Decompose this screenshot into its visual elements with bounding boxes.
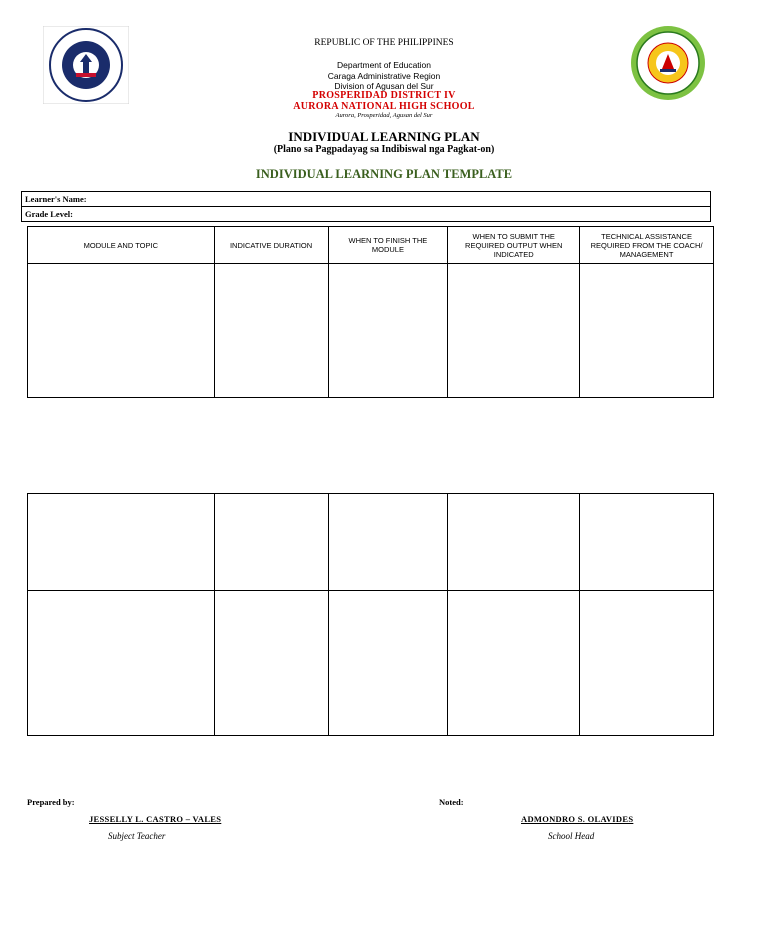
table-cell[interactable]: [580, 591, 714, 736]
prepared-by-name: JESSELLY L. CASTRO – VALES: [89, 814, 222, 824]
document-subtitle: (Plano sa Pagpadayag sa Indibiswal nga Pagkat-on): [273, 144, 495, 155]
noted-by-name: ADMONDRO S. OLAVIDES: [521, 814, 634, 824]
table-row: [28, 494, 714, 591]
document-title: INDIVIDUAL LEARNING PLAN: [288, 129, 480, 144]
division-line: Division of Agusan del Sur: [334, 81, 434, 91]
school-name: AURORA NATIONAL HIGH SCHOOL: [293, 101, 475, 112]
region-line: Caraga Administrative Region: [327, 71, 441, 81]
header-technical-assistance: TECHNICAL ASSISTANCE REQUIRED FROM THE COACH/ MANAGEMENT: [580, 227, 714, 264]
header-module-topic: MODULE AND TOPIC: [28, 227, 215, 264]
table-cell[interactable]: [28, 591, 215, 736]
header-when-finish: WHEN TO FINISH THE MODULE: [328, 227, 448, 264]
header-indicative-duration: INDICATIVE DURATION: [214, 227, 328, 264]
table-cell[interactable]: [214, 591, 328, 736]
table-cell[interactable]: [328, 264, 448, 398]
school-address: Aurora, Prosperidad, Agusan del Sur: [335, 112, 433, 119]
table-row: [28, 264, 714, 398]
republic-heading: REPUBLIC OF THE PHILIPPINES: [314, 38, 454, 48]
prepared-by-role: Subject Teacher: [108, 831, 166, 841]
learning-plan-table: [27, 226, 714, 398]
header-when-submit: WHEN TO SUBMIT THE REQUIRED OUTPUT WHEN INDICATED: [448, 227, 580, 264]
department-line: Department of Education: [336, 60, 432, 70]
table-cell[interactable]: [214, 264, 328, 398]
table-cell[interactable]: [448, 591, 580, 736]
table-cell[interactable]: [328, 591, 448, 736]
table-cell[interactable]: [580, 494, 714, 591]
table-cell[interactable]: [580, 264, 714, 398]
grade-level-label: Grade Level:: [22, 207, 711, 222]
table-cell[interactable]: [28, 264, 215, 398]
learner-name-label: Learner's Name:: [22, 192, 711, 207]
learning-plan-table-continued: [27, 493, 714, 736]
learner-info-table: [21, 191, 711, 222]
table-cell[interactable]: [328, 494, 448, 591]
table-cell[interactable]: [214, 494, 328, 591]
table-row: [28, 591, 714, 736]
template-title: INDIVIDUAL LEARNING PLAN TEMPLATE: [255, 167, 513, 181]
district-line: PROSPERIDAD DISTRICT IV: [312, 90, 456, 101]
table-cell[interactable]: [448, 494, 580, 591]
table-cell[interactable]: [28, 494, 215, 591]
prepared-by-label: Prepared by:: [27, 797, 75, 807]
noted-by-role: School Head: [548, 831, 595, 841]
table-cell[interactable]: [448, 264, 580, 398]
noted-label: Noted:: [439, 797, 464, 807]
school-seal-logo: [622, 24, 714, 102]
table-header-row: [28, 227, 714, 264]
deped-seal-logo: [43, 26, 129, 104]
